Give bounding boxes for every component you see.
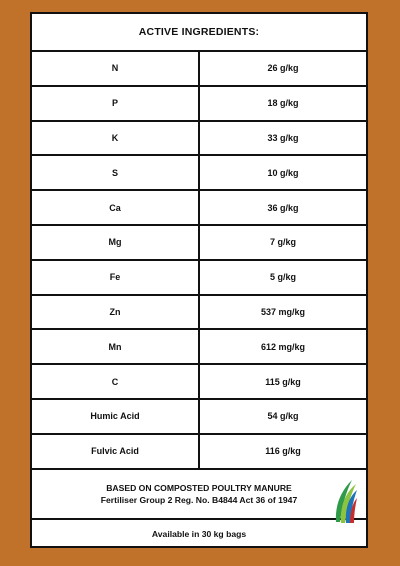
table-row <box>32 296 366 331</box>
table-row <box>32 87 366 122</box>
table-row <box>32 365 366 400</box>
table-row <box>32 435 366 470</box>
ingredient-value: 5 g/kg <box>269 272 296 283</box>
table-row <box>32 400 366 435</box>
active-ingredients-heading: ACTIVE INGREDIENTS: <box>32 14 366 52</box>
ingredient-name: K <box>32 122 200 155</box>
table-row <box>32 122 366 157</box>
ingredient-value: 612 mg/kg <box>260 341 306 352</box>
table-row <box>32 191 366 226</box>
table-row <box>32 52 366 87</box>
ingredient-value: 7 g/kg <box>269 237 296 248</box>
leaf-logo-icon <box>332 476 358 526</box>
label-panel <box>30 12 368 548</box>
ingredient-name: P <box>32 87 200 120</box>
ingredient-value: 26 g/kg <box>267 63 299 74</box>
ingredients-table <box>32 52 366 470</box>
composition-basis: BASED ON COMPOSTED POULTRY MANURE <box>106 482 292 493</box>
ingredient-value: 36 g/kg <box>267 202 299 213</box>
table-row <box>32 330 366 365</box>
ingredient-name: S <box>32 156 200 189</box>
ingredient-value: 115 g/kg <box>265 376 301 387</box>
ingredient-name: C <box>32 365 200 398</box>
ingredient-name: N <box>32 52 200 85</box>
ingredient-name: Fulvic Acid <box>32 435 200 468</box>
table-row <box>32 261 366 296</box>
ingredient-value: 10 g/kg <box>267 167 299 178</box>
ingredient-value: 116 g/kg <box>265 446 301 457</box>
availability-note: Available in 30 kg bags <box>151 528 247 539</box>
ingredient-value: 537 mg/kg <box>260 306 306 317</box>
ingredient-name: Fe <box>32 261 200 294</box>
ingredient-name: Humic Acid <box>32 400 200 433</box>
ingredient-name: Mg <box>32 226 200 259</box>
ingredient-name: Ca <box>32 191 200 224</box>
ingredient-name: Zn <box>32 296 200 329</box>
ingredient-value: 54 g/kg <box>267 411 299 422</box>
composition-note <box>32 470 366 520</box>
table-row <box>32 156 366 191</box>
ingredient-value: 18 g/kg <box>267 98 299 109</box>
ingredient-value: 33 g/kg <box>267 132 299 143</box>
registration-info: Fertiliser Group 2 Reg. No. B4844 Act 36 of 1947 <box>100 494 298 505</box>
ingredient-name: Mn <box>32 330 200 363</box>
table-row <box>32 226 366 261</box>
